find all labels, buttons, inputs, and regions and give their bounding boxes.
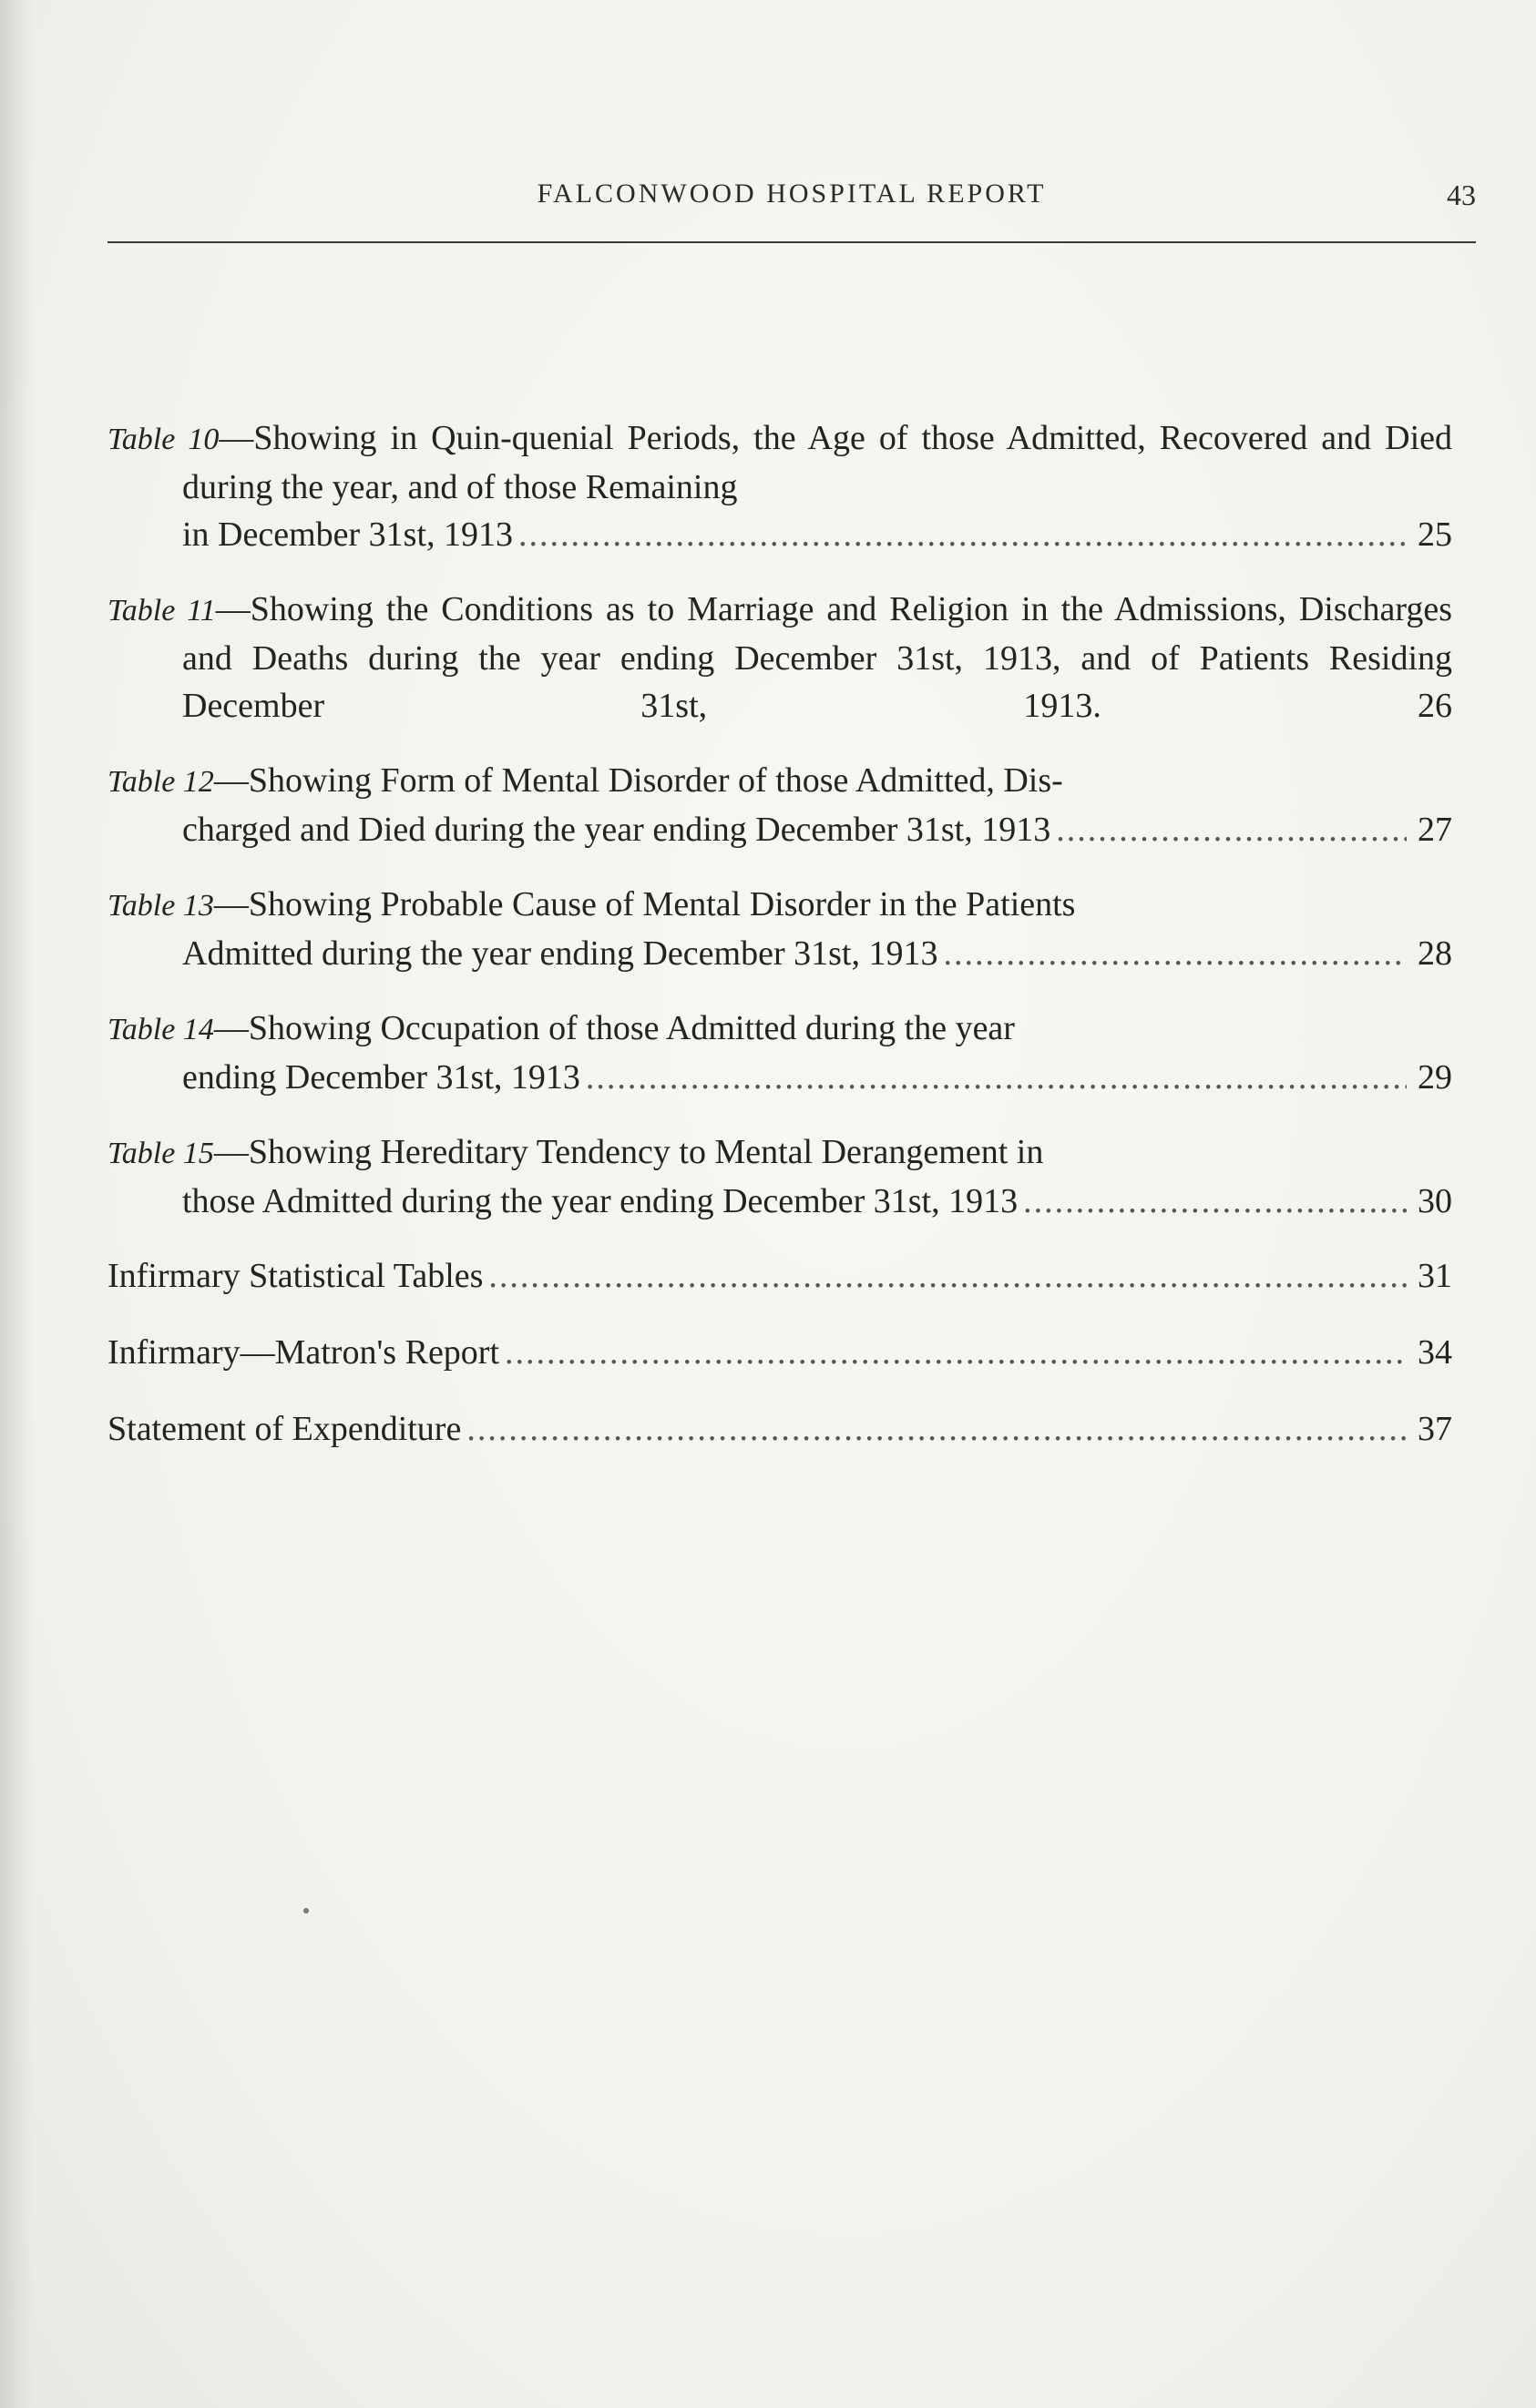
toc-entry-table-10 — [108, 414, 1452, 558]
entry-text: Statement of Expenditure — [108, 1410, 462, 1448]
page-edge-shadow — [0, 0, 33, 2408]
toc-entry-infirmary-statistical-tables — [108, 1252, 1452, 1300]
entry-page-number: 37 — [1418, 1410, 1452, 1448]
dot-leader — [505, 1329, 1407, 1376]
header-rule — [108, 241, 1476, 243]
entry-label: Table 15 — [108, 1137, 214, 1170]
page-header — [108, 179, 1476, 242]
entry-page-number: 28 — [1418, 934, 1452, 973]
entry-line — [108, 1252, 1452, 1300]
dot-leader — [488, 1252, 1407, 1300]
entry-page-number: 31 — [1418, 1257, 1452, 1295]
toc-entry-table-11 — [108, 586, 1452, 730]
dot-leader — [1023, 1178, 1407, 1225]
entry-last-line — [182, 511, 1452, 558]
entry-line — [108, 1405, 1452, 1453]
entry-text: —Showing the Conditions as to Marriage and Religion in the Admissions, Discharges and Deaths during the year ending December 31st, 1913, and of Patients Residing December 31st, 1913. — [182, 590, 1452, 725]
entry-label: Table 13 — [108, 889, 214, 923]
entry-page-number: 26 — [1418, 687, 1453, 725]
entry-page-number: 29 — [1418, 1058, 1452, 1097]
entry-text: Infirmary—Matron's Report — [108, 1333, 500, 1372]
entry-page-number: 34 — [1418, 1333, 1452, 1372]
dot-leader — [518, 511, 1407, 558]
entry-last-line — [182, 806, 1452, 853]
toc-entry-statement-of-expenditure — [108, 1405, 1452, 1453]
entry-last-line — [182, 1054, 1452, 1101]
entry-text-end: ending December 31st, 1913 — [182, 1058, 580, 1097]
entry-line — [108, 1329, 1452, 1376]
entry-label: Table 11 — [108, 594, 216, 628]
entry-last-line — [182, 930, 1452, 977]
toc-entry-table-15 — [108, 1128, 1452, 1225]
toc-entry-table-14 — [108, 1005, 1452, 1101]
entry-text-end: Admitted during the year ending December 31st, 1913 — [182, 934, 938, 973]
ink-speck — [303, 1908, 309, 1913]
dot-leader — [943, 930, 1407, 977]
entry-text-end: in December 31st, 1913 — [182, 515, 514, 554]
entry-text: Infirmary Statistical Tables — [108, 1257, 484, 1295]
entry-page-number: 30 — [1418, 1182, 1452, 1220]
dot-leader — [586, 1054, 1407, 1101]
table-of-contents — [108, 414, 1452, 1482]
entry-text: —Showing Form of Mental Disorder of those Admitted, Dis- — [213, 761, 1063, 800]
page-number: 43 — [1447, 179, 1476, 211]
entry-text-end: those Admitted during the year ending December 31st, 1913 — [182, 1182, 1019, 1220]
entry-text: —Showing Occupation of those Admitted during the year — [213, 1009, 1015, 1047]
dot-leader — [1056, 806, 1407, 853]
toc-entry-table-13 — [108, 881, 1452, 977]
entry-page-number: 25 — [1418, 515, 1452, 554]
entry-text-end: charged and Died during the year ending December 31st, 1913 — [182, 811, 1051, 849]
entry-text: —Showing in Quin-quenial Periods, the Age of those Admitted, Recovered and Died during the year, and of those Remaining — [182, 419, 1452, 506]
entry-text: —Showing Probable Cause of Mental Disorder in the Patients — [213, 885, 1076, 923]
entry-label: Table 14 — [108, 1013, 214, 1046]
entry-label: Table 12 — [108, 765, 214, 799]
entry-page-number: 27 — [1418, 811, 1452, 849]
entry-label: Table 10 — [108, 423, 220, 456]
dot-leader — [466, 1405, 1407, 1453]
running-title: FALCONWOOD HOSPITAL REPORT — [537, 179, 1047, 209]
entry-text: —Showing Hereditary Tendency to Mental Derangement in — [213, 1133, 1044, 1171]
toc-entry-table-12 — [108, 757, 1452, 853]
entry-last-line — [182, 1178, 1452, 1225]
toc-entry-infirmary-matrons-report — [108, 1329, 1452, 1376]
